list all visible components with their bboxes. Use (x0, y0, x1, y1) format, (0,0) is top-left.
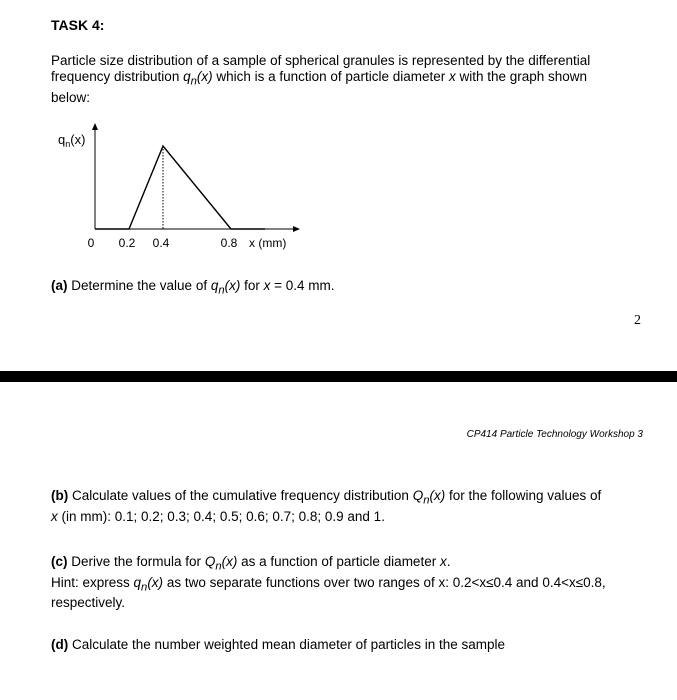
q-symbol: q (183, 69, 191, 84)
q-arg: (x) (224, 278, 241, 293)
question-label: (a) (51, 278, 68, 293)
Q-arg: (x) (221, 554, 238, 569)
tick-label-0-2: 0.2 (118, 236, 136, 250)
task-title: TASK 4: (51, 17, 105, 33)
q-symbol: q (133, 574, 142, 590)
question-c (51, 554, 651, 611)
q-subscript: n (141, 581, 148, 594)
intro-line-3: below: (51, 89, 91, 105)
Q-subscript: n (215, 560, 222, 573)
Q-symbol: Q (204, 554, 216, 569)
origin-label: 0 (87, 236, 95, 250)
question-text: . (446, 554, 451, 569)
intro-text: with the graph shown (455, 69, 588, 84)
intro-text: frequency distribution (51, 69, 184, 84)
question-text: for the following values of (445, 488, 602, 503)
question-text: Calculate the number weighted mean diameter of particles in the sample (68, 637, 505, 652)
question-c-hint-end: respectively. (51, 595, 126, 611)
question-label: (d) (51, 637, 69, 652)
question-b-line-1 (51, 488, 651, 509)
question-text: for (240, 278, 264, 293)
Q-symbol: Q (412, 488, 424, 503)
x-var: x (448, 69, 456, 84)
question-text: as a function of particle diameter (237, 554, 440, 569)
x-var: x (439, 554, 447, 569)
page-divider (0, 371, 677, 382)
intro-line-1: Particle size distribution of a sample of spherical granules is represented by the differential (51, 53, 591, 68)
page-header-course: CP414 Particle Technology Workshop 3 (466, 429, 643, 440)
question-label: (c) (51, 554, 68, 569)
tick-label-0-8: 0.8 (220, 236, 238, 250)
question-text: Derive the formula for (67, 554, 205, 569)
question-a (51, 278, 651, 299)
question-text: Determine the value of (67, 278, 211, 293)
intro-paragraph (51, 53, 641, 106)
Q-subscript: n (423, 494, 430, 507)
page-number: 2 (634, 313, 641, 328)
q-arg: (x) (147, 574, 164, 590)
hint-text: as two separate functions over two ranges of x: 0.2<x≤0.4 and 0.4<x≤0.8, (163, 574, 606, 590)
distribution-graph (55, 120, 315, 255)
y-axis-label: $q_n(x)$ (58, 132, 86, 149)
hint-text: Hint: express (51, 574, 134, 590)
intro-text: which is a function of particle diameter (212, 69, 449, 84)
question-text: Calculate values of the cumulative frequency distribution (68, 488, 413, 503)
question-b-line-2 (51, 509, 651, 525)
intro-line-2 (51, 69, 641, 90)
q-subscript: n (190, 75, 197, 88)
q-symbol: q (210, 278, 219, 293)
Q-arg: (x) (429, 488, 446, 503)
question-b (51, 488, 651, 525)
x-axis-label: x (mm) (249, 236, 287, 250)
question-c-hint (51, 575, 651, 596)
q-subscript: n (218, 284, 225, 297)
question-c-line-1 (51, 554, 651, 575)
question-text: (in mm): 0.1; 0.2; 0.3; 0.4; 0.5; 0.6; 0.7; 0.8; 0.9 and 1. (57, 508, 385, 524)
tick-label-0-4: 0.4 (152, 236, 170, 250)
x-var: x (51, 508, 58, 524)
q-arg: (x) (196, 69, 213, 84)
question-text: = 0.4 mm. (270, 278, 335, 293)
distribution-curve (95, 146, 265, 229)
question-label: (b) (51, 488, 69, 503)
question-d (51, 637, 651, 653)
x-var: x (263, 278, 271, 293)
